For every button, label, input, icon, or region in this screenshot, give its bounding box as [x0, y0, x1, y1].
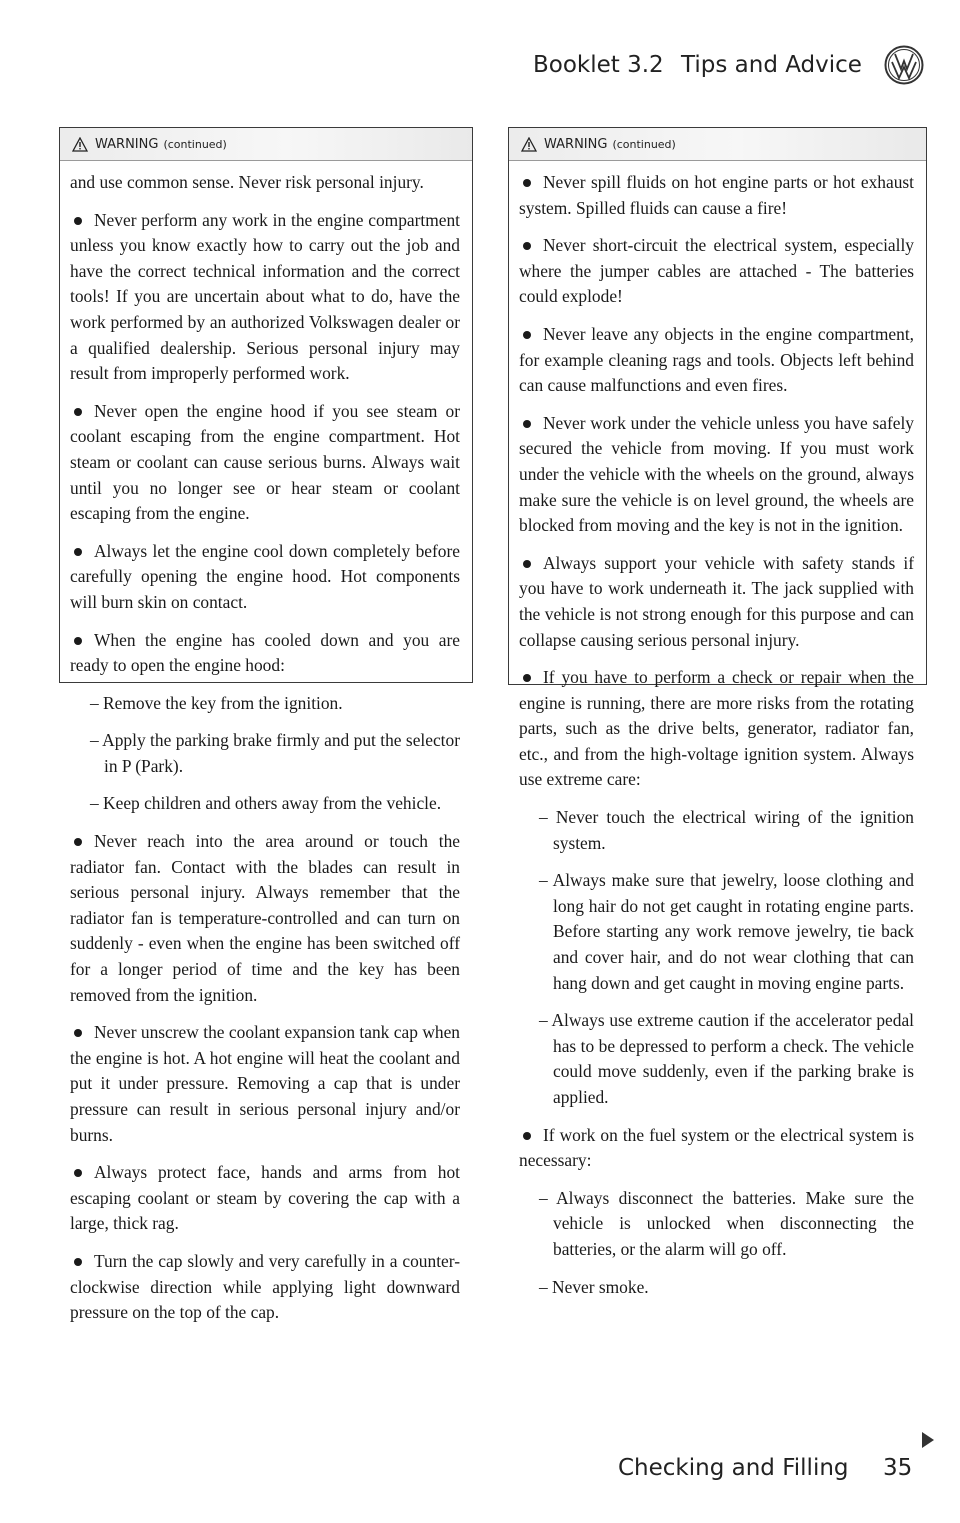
- dash-item: – Apply the parking brake firmly and put the selector in P (Park).: [70, 728, 460, 779]
- page-header: [533, 52, 872, 78]
- dash-item: – Always disconnect the batteries. Make sure the vehicle is unlocked when disconnecting the batteries, or the alarm will go off.: [519, 1186, 914, 1263]
- warning-box-right: [508, 127, 927, 1297]
- bullet-item: Always support your vehicle with safety stands if you have to work underneath it. The jack supplied with the vehicle is not strong enough for this purpose and can collapse causing serious personal injury.: [519, 551, 914, 653]
- warning-subtitle: (continued): [612, 137, 676, 151]
- bullet-item: Never spill fluids on hot engine parts or hot exhaust system. Spilled fluids can cause a fire!: [519, 170, 914, 221]
- booklet-label: Booklet 3.2: [533, 52, 664, 78]
- page-number: 35: [883, 1455, 913, 1481]
- warning-content-right: [509, 161, 926, 1300]
- warning-triangle-icon: [521, 137, 537, 152]
- bullet-item: Never open the engine hood if you see steam or coolant escaping from the engine compartment. Hot steam or coolant can cause serious burns. Always wait until you no longer see or hear steam or coolant escaping from the engine.: [70, 399, 460, 527]
- bullet-item: Never work under the vehicle unless you have safely secured the vehicle from moving. If you must work under the vehicle with the wheels on the ground, always make sure the vehicle is on level ground, the wheels are blocked from moving and the key is not in the ignition.: [519, 411, 914, 539]
- warning-title: WARNING: [544, 136, 608, 152]
- bullet-item: Never leave any objects in the engine compartment, for example cleaning rags and tools. Objects left behind can cause malfunctions and even fires.: [519, 322, 914, 399]
- vw-logo-icon: [884, 45, 924, 85]
- warning-title: WARNING: [95, 136, 159, 152]
- bullet-item: If you have to perform a check or repair when the engine is running, there are more risks from the rotating parts, such as the drive belts, generator, radiator fan, etc., and from the high-voltage ignition system. Always use extreme care:: [519, 665, 914, 793]
- warning-triangle-icon: [72, 137, 88, 152]
- warning-content-left: [60, 161, 472, 1326]
- bullet-item: Always let the engine cool down completely before carefully opening the engine hood. Hot components will burn skin on contact.: [70, 539, 460, 616]
- dash-item: – Remove the key from the ignition.: [70, 691, 460, 717]
- bullet-item: When the engine has cooled down and you are ready to open the engine hood:: [70, 628, 460, 679]
- dash-item: – Always use extreme caution if the accelerator pedal has to be depressed to perform a check. The vehicle could move suddenly, even if the parking brake is applied.: [519, 1008, 914, 1110]
- bullet-item: Never unscrew the coolant expansion tank cap when the engine is hot. A hot engine will heat the coolant and put it under pressure. Removing a cap that is under pressure can result in serious personal injury and/or burns.: [70, 1020, 460, 1148]
- bullet-item: Never reach into the area around or touch the radiator fan. Contact with the blades can result in serious personal injury. Always remember that the radiator fan is temperature-controlled and can turn on suddenly - even when the engine has been switched off for a longer period of time and the key has been removed from the ignition.: [70, 829, 460, 1008]
- dash-item: – Never smoke.: [519, 1275, 914, 1301]
- dash-item: – Always make sure that jewelry, loose clothing and long hair do not get caught in rotating engine parts. Before starting any work remove jewelry, tie back and cover hair, and do not wear clothing that can hang down and get caught in moving engine parts.: [519, 868, 914, 996]
- warning-header: [509, 128, 926, 161]
- dash-item: – Never touch the electrical wiring of the ignition system.: [519, 805, 914, 856]
- bullet-item: If work on the fuel system or the electrical system is necessary:: [519, 1123, 914, 1174]
- section-title: Tips and Advice: [681, 52, 862, 78]
- warning-subtitle: (continued): [163, 137, 227, 151]
- continue-arrow-icon: [922, 1432, 934, 1448]
- paragraph: and use common sense. Never risk personal injury.: [70, 172, 424, 192]
- bullet-item: Turn the cap slowly and very carefully in a counter-clockwise direction while applying light downward pressure on the top of the cap.: [70, 1249, 460, 1326]
- dash-item: – Keep children and others away from the vehicle.: [70, 791, 460, 817]
- bullet-item: Never perform any work in the engine compartment unless you know exactly how to carry out the job and have the correct technical information and the correct tools! If you are uncertain about what to do, have the work performed by an authorized Volkswagen dealer or a qualified dealership. Serious personal injury may result from improperly performed work.: [70, 208, 460, 387]
- bullet-item: Never short-circuit the electrical system, especially where the jumper cables are attached - The batteries could explode!: [519, 233, 914, 310]
- bullet-item: Always protect face, hands and arms from hot escaping coolant or steam by covering the cap with a large, thick rag.: [70, 1160, 460, 1237]
- warning-header: [60, 128, 472, 161]
- chapter-title: Checking and Filling: [618, 1455, 849, 1481]
- warning-box-left: [59, 127, 473, 1323]
